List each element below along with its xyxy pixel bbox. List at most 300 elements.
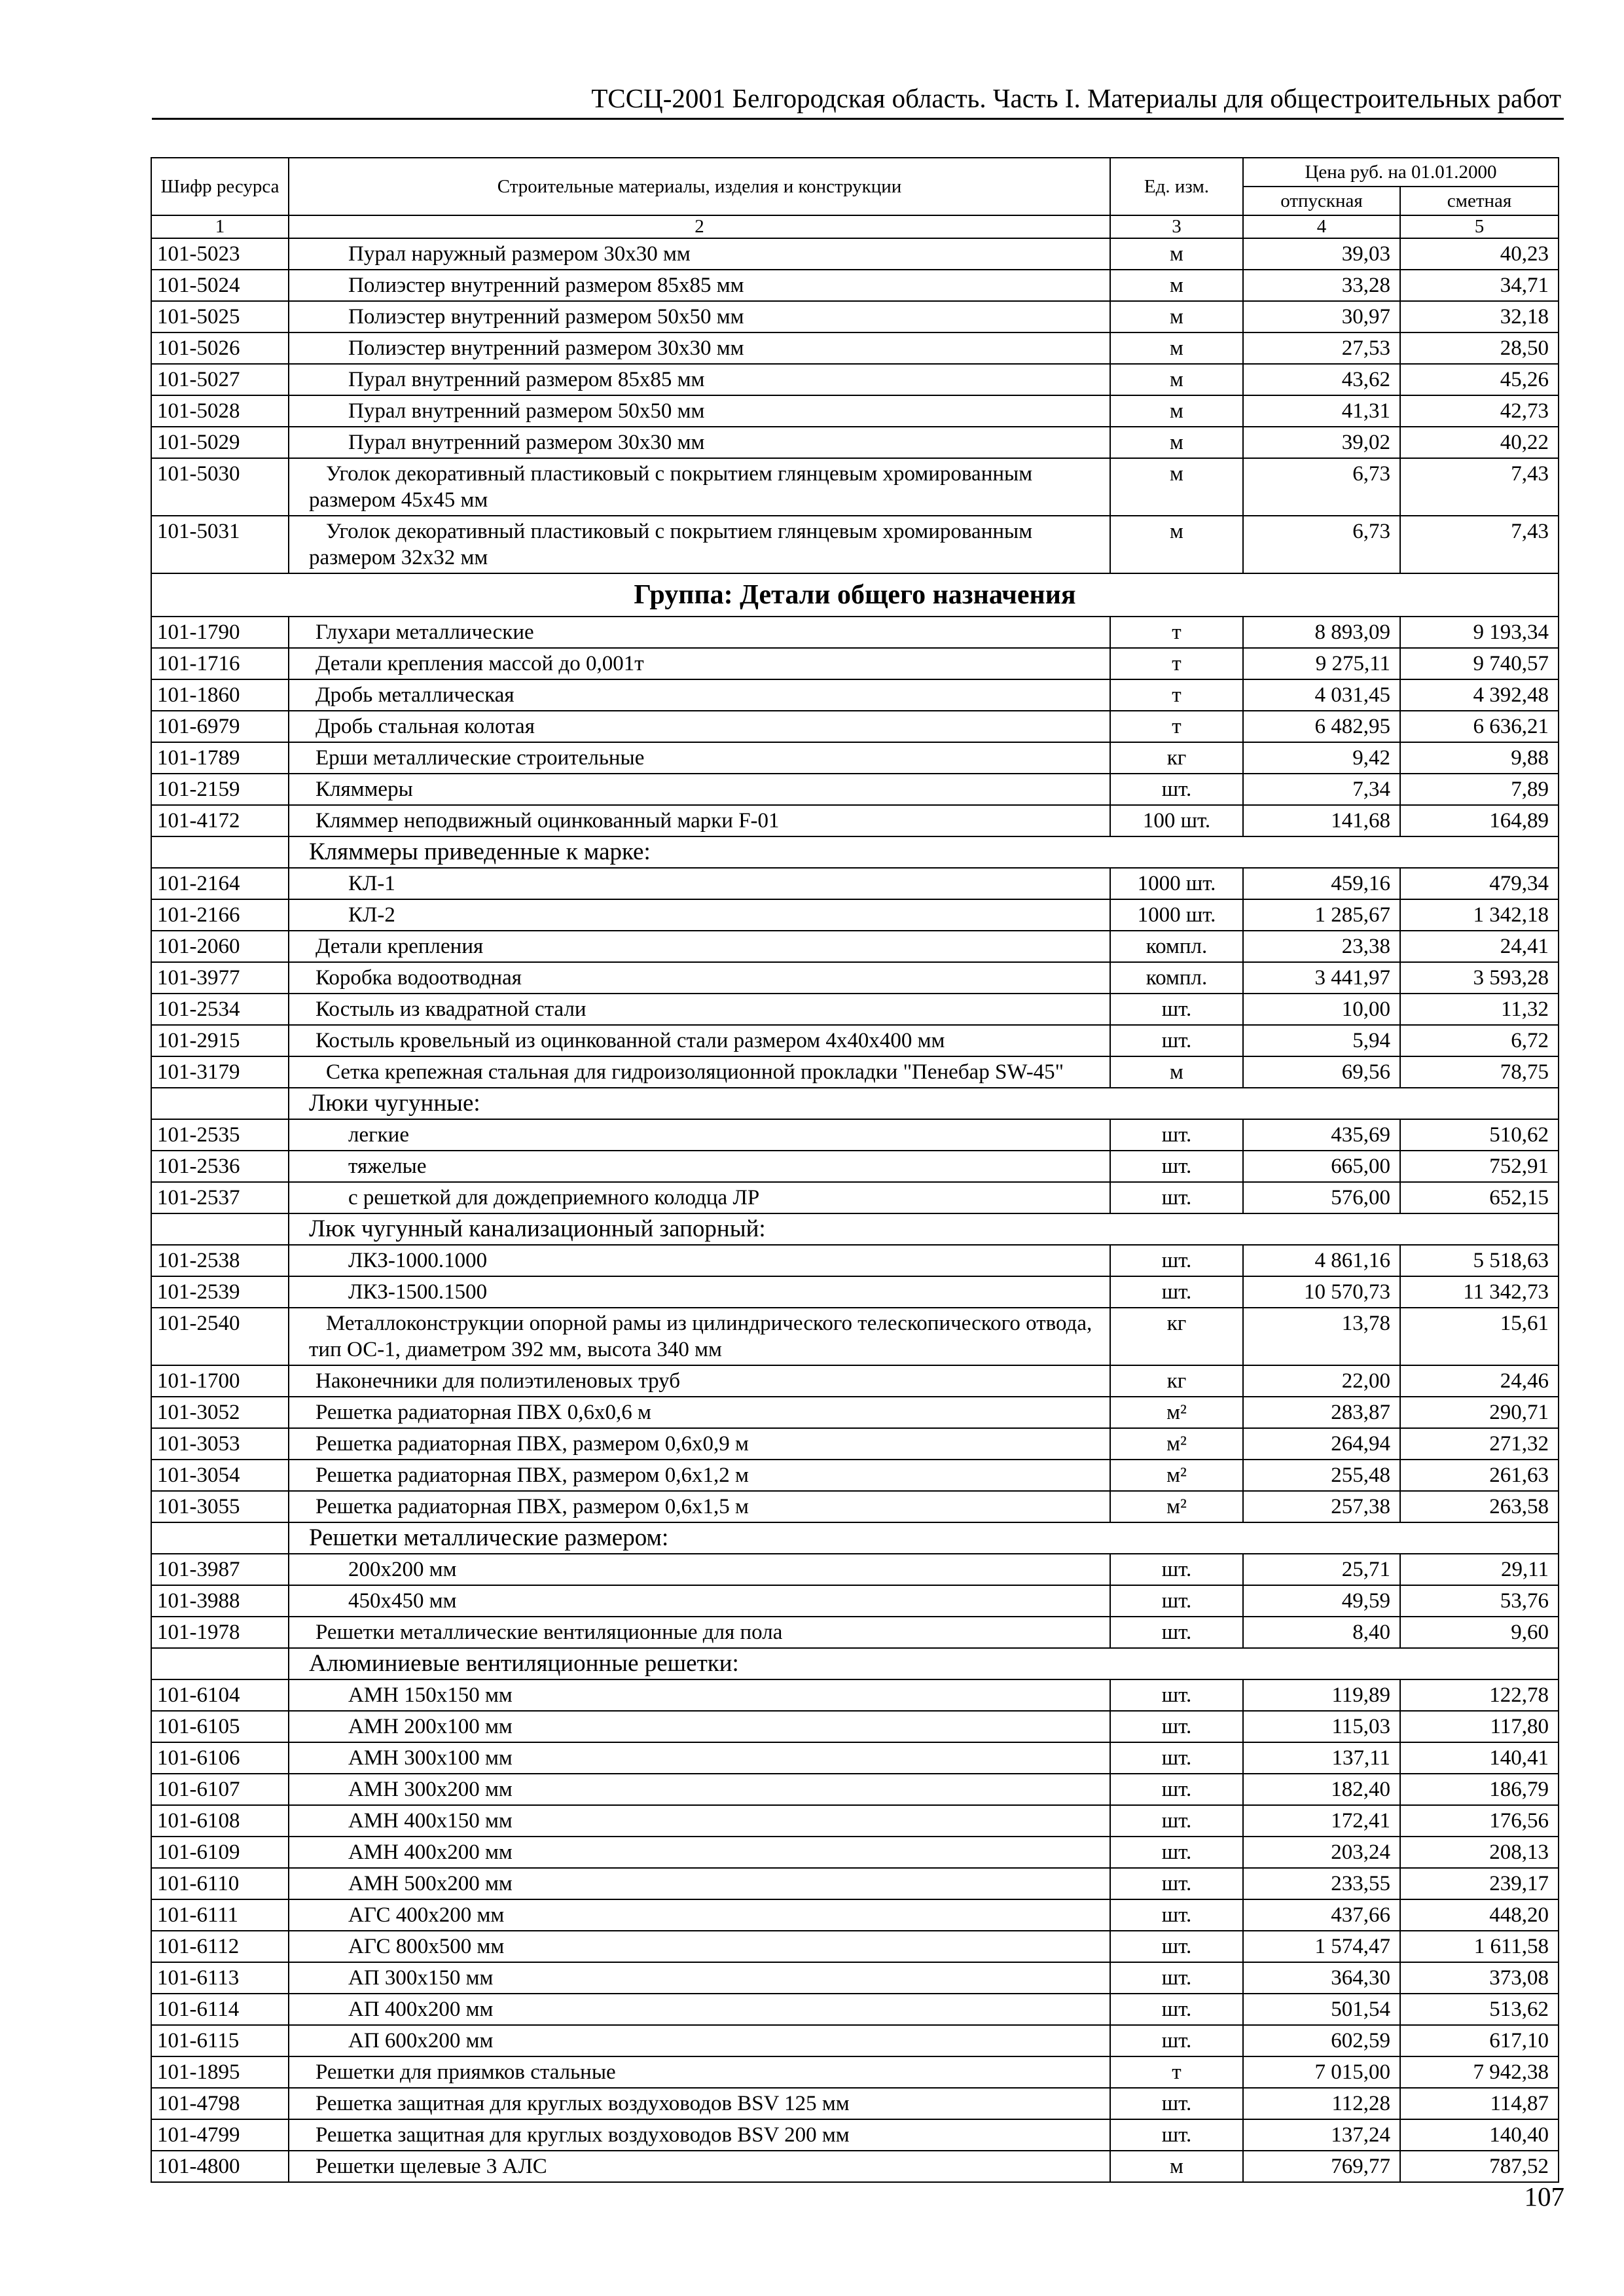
code-cell: 101-2534 xyxy=(151,994,289,1025)
unit-cell: шт. xyxy=(1110,1617,1243,1648)
unit-cell: м² xyxy=(1110,1397,1243,1428)
table-row xyxy=(151,1151,1559,1182)
wholesale-price-cell: 264,94 xyxy=(1243,1428,1400,1460)
unit-cell: шт. xyxy=(1110,1774,1243,1805)
name-cell: Глухари металлические xyxy=(289,617,1110,648)
estimate-price-cell: 7,43 xyxy=(1400,516,1559,573)
wholesale-price-cell: 8 893,09 xyxy=(1243,617,1400,648)
code-cell: 101-6105 xyxy=(151,1711,289,1742)
name-cell: Дробь металлическая xyxy=(289,679,1110,711)
wholesale-price-cell: 23,38 xyxy=(1243,931,1400,962)
wholesale-price-cell: 255,48 xyxy=(1243,1460,1400,1491)
page-number: 107 xyxy=(1524,2181,1564,2212)
wholesale-price-cell: 364,30 xyxy=(1243,1962,1400,1994)
estimate-price-cell: 479,34 xyxy=(1400,868,1559,899)
header-name: Строительные материалы, изделия и конструкции xyxy=(289,158,1110,215)
unit-cell: м xyxy=(1110,395,1243,427)
name-cell: Пурал внутренний размером 50х50 мм xyxy=(289,395,1110,427)
wholesale-price-cell: 437,66 xyxy=(1243,1899,1400,1931)
unit-cell: шт. xyxy=(1110,1119,1243,1151)
estimate-price-cell: 208,13 xyxy=(1400,1837,1559,1868)
unit-cell: 1000 шт. xyxy=(1110,868,1243,899)
code-cell: 101-5029 xyxy=(151,427,289,458)
name-cell: АМН 500х200 мм xyxy=(289,1868,1110,1899)
wholesale-price-cell: 665,00 xyxy=(1243,1151,1400,1182)
wholesale-price-cell: 13,78 xyxy=(1243,1308,1400,1365)
unit-cell: компл. xyxy=(1110,931,1243,962)
table-row xyxy=(151,1056,1559,1088)
estimate-price-cell: 7,43 xyxy=(1400,458,1559,516)
table-row xyxy=(151,742,1559,774)
code-cell: 101-6113 xyxy=(151,1962,289,1994)
column-number: 1 xyxy=(151,215,289,238)
header-price-group: Цена руб. на 01.01.2000 xyxy=(1243,158,1559,187)
name-cell: Решетки металлические вентиляционные для пола xyxy=(289,1617,1110,1648)
name-cell: Решетка радиаторная ПВХ, размером 0,6х1,2 м xyxy=(289,1460,1110,1491)
code-cell: 101-3988 xyxy=(151,1585,289,1617)
header-wholesale: отпускная xyxy=(1243,187,1400,215)
wholesale-price-cell: 257,38 xyxy=(1243,1491,1400,1522)
wholesale-price-cell: 41,31 xyxy=(1243,395,1400,427)
code-cell: 101-2539 xyxy=(151,1276,289,1308)
name-cell: Решетка защитная для круглых воздуховодов BSV 200 мм xyxy=(289,2119,1110,2151)
table-row xyxy=(151,1025,1559,1056)
table-row xyxy=(151,458,1559,516)
code-cell: 101-6115 xyxy=(151,2025,289,2056)
wholesale-price-cell: 283,87 xyxy=(1243,1397,1400,1428)
name-cell: ЛКЗ-1500.1500 xyxy=(289,1276,1110,1308)
table-row xyxy=(151,364,1559,395)
table-row xyxy=(151,805,1559,836)
table-row xyxy=(151,270,1559,301)
page-header-title: ТССЦ-2001 Белгородская область. Часть I. Материалы для общестроительных работ xyxy=(591,83,1561,113)
unit-cell: шт. xyxy=(1110,774,1243,805)
estimate-price-cell: 271,32 xyxy=(1400,1428,1559,1460)
estimate-price-cell: 114,87 xyxy=(1400,2088,1559,2119)
name-cell: Уголок декоративный пластиковый с покрытием глянцевым хромированным размером 32х32 мм xyxy=(289,516,1110,573)
unit-cell: т xyxy=(1110,648,1243,679)
table-row xyxy=(151,1868,1559,1899)
code-cell: 101-5031 xyxy=(151,516,289,573)
table-row xyxy=(151,1742,1559,1774)
wholesale-price-cell: 7 015,00 xyxy=(1243,2056,1400,2088)
column-number: 5 xyxy=(1400,215,1559,238)
code-cell: 101-2538 xyxy=(151,1245,289,1276)
unit-cell: м xyxy=(1110,332,1243,364)
table-row xyxy=(151,1119,1559,1151)
estimate-price-cell: 4 392,48 xyxy=(1400,679,1559,711)
header-code: Шифр ресурса xyxy=(151,158,289,215)
wholesale-price-cell: 4 031,45 xyxy=(1243,679,1400,711)
wholesale-price-cell: 1 285,67 xyxy=(1243,899,1400,931)
name-cell: АП 300х150 мм xyxy=(289,1962,1110,1994)
table-row xyxy=(151,1617,1559,1648)
code-cell: 101-5025 xyxy=(151,301,289,332)
table-row xyxy=(151,395,1559,427)
name-cell: с решеткой для дождеприемного колодца ЛР xyxy=(289,1182,1110,1213)
estimate-price-cell: 510,62 xyxy=(1400,1119,1559,1151)
column-number: 4 xyxy=(1243,215,1400,238)
estimate-price-cell: 34,71 xyxy=(1400,270,1559,301)
code-cell: 101-3977 xyxy=(151,962,289,994)
estimate-price-cell: 7 942,38 xyxy=(1400,2056,1559,2088)
code-cell: 101-1978 xyxy=(151,1617,289,1648)
name-cell: Полиэстер внутренний размером 30х30 мм xyxy=(289,332,1110,364)
table-row xyxy=(151,711,1559,742)
unit-cell: шт. xyxy=(1110,1182,1243,1213)
subheading-row xyxy=(151,1088,1559,1119)
table-row xyxy=(151,301,1559,332)
code-cell: 101-2540 xyxy=(151,1308,289,1365)
code-cell: 101-5030 xyxy=(151,458,289,516)
name-cell: Решетка радиаторная ПВХ, размером 0,6х1,5 м xyxy=(289,1491,1110,1522)
estimate-price-cell: 11 342,73 xyxy=(1400,1276,1559,1308)
estimate-price-cell: 53,76 xyxy=(1400,1585,1559,1617)
wholesale-price-cell: 8,40 xyxy=(1243,1617,1400,1648)
code-cell: 101-2535 xyxy=(151,1119,289,1151)
estimate-price-cell: 290,71 xyxy=(1400,1397,1559,1428)
code-cell: 101-4800 xyxy=(151,2151,289,2182)
subheading-label: Люк чугунный канализационный запорный: xyxy=(289,1213,1559,1245)
column-number: 3 xyxy=(1110,215,1243,238)
unit-cell: шт. xyxy=(1110,2088,1243,2119)
table-row xyxy=(151,1899,1559,1931)
table-row xyxy=(151,962,1559,994)
name-cell: Дробь стальная колотая xyxy=(289,711,1110,742)
name-cell: АП 600х200 мм xyxy=(289,2025,1110,2056)
table-row xyxy=(151,648,1559,679)
estimate-price-cell: 3 593,28 xyxy=(1400,962,1559,994)
wholesale-price-cell: 10 570,73 xyxy=(1243,1276,1400,1308)
table-row xyxy=(151,2119,1559,2151)
estimate-price-cell: 164,89 xyxy=(1400,805,1559,836)
estimate-price-cell: 186,79 xyxy=(1400,1774,1559,1805)
table-row xyxy=(151,1994,1559,2025)
code-cell: 101-3053 xyxy=(151,1428,289,1460)
code-cell: 101-2537 xyxy=(151,1182,289,1213)
table-row xyxy=(151,2025,1559,2056)
name-cell: КЛ-2 xyxy=(289,899,1110,931)
table-row xyxy=(151,1679,1559,1711)
estimate-price-cell: 42,73 xyxy=(1400,395,1559,427)
estimate-price-cell: 9 740,57 xyxy=(1400,648,1559,679)
name-cell: Костыль из квадратной стали xyxy=(289,994,1110,1025)
wholesale-price-cell: 119,89 xyxy=(1243,1679,1400,1711)
estimate-price-cell: 1 342,18 xyxy=(1400,899,1559,931)
code-cell: 101-1716 xyxy=(151,648,289,679)
code-cell: 101-2060 xyxy=(151,931,289,962)
estimate-price-cell: 6 636,21 xyxy=(1400,711,1559,742)
estimate-price-cell: 29,11 xyxy=(1400,1554,1559,1585)
header-unit: Ед. изм. xyxy=(1110,158,1243,215)
unit-cell: м xyxy=(1110,516,1243,573)
wholesale-price-cell: 115,03 xyxy=(1243,1711,1400,1742)
unit-cell: шт. xyxy=(1110,1931,1243,1962)
subheading-row xyxy=(151,1213,1559,1245)
unit-cell: шт. xyxy=(1110,1711,1243,1742)
unit-cell: м xyxy=(1110,238,1243,270)
estimate-price-cell: 448,20 xyxy=(1400,1899,1559,1931)
header-rule xyxy=(152,118,1564,120)
unit-cell: шт. xyxy=(1110,1025,1243,1056)
table-row xyxy=(151,2056,1559,2088)
unit-cell: м² xyxy=(1110,1428,1243,1460)
estimate-price-cell: 652,15 xyxy=(1400,1182,1559,1213)
wholesale-price-cell: 203,24 xyxy=(1243,1837,1400,1868)
name-cell: АМН 400х200 мм xyxy=(289,1837,1110,1868)
unit-cell: 100 шт. xyxy=(1110,805,1243,836)
name-cell: Костыль кровельный из оцинкованной стали размером 4х40х400 мм xyxy=(289,1025,1110,1056)
estimate-price-cell: 15,61 xyxy=(1400,1308,1559,1365)
name-cell: тяжелые xyxy=(289,1151,1110,1182)
table-row xyxy=(151,1711,1559,1742)
estimate-price-cell: 373,08 xyxy=(1400,1962,1559,1994)
name-cell: Полиэстер внутренний размером 85х85 мм xyxy=(289,270,1110,301)
name-cell: АМН 300х100 мм xyxy=(289,1742,1110,1774)
wholesale-price-cell: 7,34 xyxy=(1243,774,1400,805)
name-cell: ЛКЗ-1000.1000 xyxy=(289,1245,1110,1276)
name-cell: 450х450 мм xyxy=(289,1585,1110,1617)
estimate-price-cell: 122,78 xyxy=(1400,1679,1559,1711)
code-cell: 101-3179 xyxy=(151,1056,289,1088)
table-row xyxy=(151,1774,1559,1805)
unit-cell: шт. xyxy=(1110,1276,1243,1308)
wholesale-price-cell: 182,40 xyxy=(1243,1774,1400,1805)
name-cell: Решетки щелевые 3 АЛС xyxy=(289,2151,1110,2182)
subheading-row xyxy=(151,836,1559,868)
wholesale-price-cell: 602,59 xyxy=(1243,2025,1400,2056)
estimate-price-cell: 9,60 xyxy=(1400,1617,1559,1648)
wholesale-price-cell: 9 275,11 xyxy=(1243,648,1400,679)
unit-cell: т xyxy=(1110,2056,1243,2088)
wholesale-price-cell: 141,68 xyxy=(1243,805,1400,836)
name-cell: Пурал внутренний размером 30х30 мм xyxy=(289,427,1110,458)
subheading-label: Алюминиевые вентиляционные решетки: xyxy=(289,1648,1559,1679)
unit-cell: т xyxy=(1110,711,1243,742)
estimate-price-cell: 9 193,34 xyxy=(1400,617,1559,648)
unit-cell: м xyxy=(1110,270,1243,301)
table-row xyxy=(151,1276,1559,1308)
table-row xyxy=(151,899,1559,931)
unit-cell: шт. xyxy=(1110,1245,1243,1276)
name-cell: Полиэстер внутренний размером 50х50 мм xyxy=(289,301,1110,332)
code-cell: 101-5024 xyxy=(151,270,289,301)
code-cell-empty xyxy=(151,1213,289,1245)
wholesale-price-cell: 25,71 xyxy=(1243,1554,1400,1585)
name-cell: Кляммер неподвижный оцинкованный марки F-01 xyxy=(289,805,1110,836)
code-cell: 101-1895 xyxy=(151,2056,289,2088)
name-cell: 200х200 мм xyxy=(289,1554,1110,1585)
estimate-price-cell: 45,26 xyxy=(1400,364,1559,395)
name-cell: АМН 150х150 мм xyxy=(289,1679,1110,1711)
wholesale-price-cell: 39,03 xyxy=(1243,238,1400,270)
wholesale-price-cell: 137,11 xyxy=(1243,1742,1400,1774)
wholesale-price-cell: 4 861,16 xyxy=(1243,1245,1400,1276)
unit-cell: кг xyxy=(1110,742,1243,774)
wholesale-price-cell: 9,42 xyxy=(1243,742,1400,774)
name-cell: АМН 300х200 мм xyxy=(289,1774,1110,1805)
estimate-price-cell: 6,72 xyxy=(1400,1025,1559,1056)
group-heading: Группа: Детали общего назначения xyxy=(151,573,1559,617)
unit-cell: кг xyxy=(1110,1365,1243,1397)
name-cell: АГС 800х500 мм xyxy=(289,1931,1110,1962)
code-cell: 101-6107 xyxy=(151,1774,289,1805)
name-cell: Сетка крепежная стальная для гидроизоляционной прокладки "Пенебар SW-45" xyxy=(289,1056,1110,1088)
name-cell: Металлоконструкции опорной рамы из цилиндрического телескопического отвода, тип ОС-1, диаметром 392 мм, высота 340 мм xyxy=(289,1308,1110,1365)
code-cell-empty xyxy=(151,836,289,868)
table-row xyxy=(151,427,1559,458)
unit-cell: м xyxy=(1110,301,1243,332)
name-cell: Уголок декоративный пластиковый с покрытием глянцевым хромированным размером 45х45 мм xyxy=(289,458,1110,516)
unit-cell: т xyxy=(1110,617,1243,648)
estimate-price-cell: 261,63 xyxy=(1400,1460,1559,1491)
table-row xyxy=(151,516,1559,573)
wholesale-price-cell: 112,28 xyxy=(1243,2088,1400,2119)
code-cell: 101-3052 xyxy=(151,1397,289,1428)
name-cell: Решетка радиаторная ПВХ, размером 0,6х0,9 м xyxy=(289,1428,1110,1460)
unit-cell: шт. xyxy=(1110,1837,1243,1868)
estimate-price-cell: 140,40 xyxy=(1400,2119,1559,2151)
estimate-price-cell: 787,52 xyxy=(1400,2151,1559,2182)
wholesale-price-cell: 769,77 xyxy=(1243,2151,1400,2182)
code-cell: 101-6114 xyxy=(151,1994,289,2025)
group-heading-row xyxy=(151,573,1559,617)
price-table-body xyxy=(151,158,1559,2182)
column-numbers-row xyxy=(151,215,1559,238)
table-row xyxy=(151,1308,1559,1365)
unit-cell: шт. xyxy=(1110,1994,1243,2025)
table-row xyxy=(151,1428,1559,1460)
table-row xyxy=(151,238,1559,270)
estimate-price-cell: 28,50 xyxy=(1400,332,1559,364)
subheading-row xyxy=(151,1648,1559,1679)
code-cell-empty xyxy=(151,1088,289,1119)
estimate-price-cell: 117,80 xyxy=(1400,1711,1559,1742)
table-row xyxy=(151,1931,1559,1962)
wholesale-price-cell: 49,59 xyxy=(1243,1585,1400,1617)
table-row xyxy=(151,1182,1559,1213)
name-cell: Наконечники для полиэтиленовых труб xyxy=(289,1365,1110,1397)
table-row xyxy=(151,679,1559,711)
table-row xyxy=(151,1245,1559,1276)
name-cell: КЛ-1 xyxy=(289,868,1110,899)
subheading-row xyxy=(151,1522,1559,1554)
unit-cell: шт. xyxy=(1110,1585,1243,1617)
code-cell: 101-3055 xyxy=(151,1491,289,1522)
unit-cell: шт. xyxy=(1110,1962,1243,1994)
table-row xyxy=(151,1365,1559,1397)
wholesale-price-cell: 30,97 xyxy=(1243,301,1400,332)
price-table xyxy=(151,157,1559,2183)
code-cell: 101-3987 xyxy=(151,1554,289,1585)
table-row xyxy=(151,774,1559,805)
wholesale-price-cell: 6,73 xyxy=(1243,516,1400,573)
unit-cell: кг xyxy=(1110,1308,1243,1365)
unit-cell: м xyxy=(1110,427,1243,458)
unit-cell: шт. xyxy=(1110,1899,1243,1931)
unit-cell: м xyxy=(1110,364,1243,395)
unit-cell: 1000 шт. xyxy=(1110,899,1243,931)
code-cell: 101-5028 xyxy=(151,395,289,427)
code-cell: 101-4798 xyxy=(151,2088,289,2119)
wholesale-price-cell: 10,00 xyxy=(1243,994,1400,1025)
unit-cell: м² xyxy=(1110,1460,1243,1491)
estimate-price-cell: 78,75 xyxy=(1400,1056,1559,1088)
name-cell: легкие xyxy=(289,1119,1110,1151)
table-row xyxy=(151,332,1559,364)
code-cell: 101-2915 xyxy=(151,1025,289,1056)
code-cell: 101-5027 xyxy=(151,364,289,395)
name-cell: Детали крепления xyxy=(289,931,1110,962)
estimate-price-cell: 513,62 xyxy=(1400,1994,1559,2025)
table-row xyxy=(151,2088,1559,2119)
estimate-price-cell: 24,41 xyxy=(1400,931,1559,962)
table-row xyxy=(151,931,1559,962)
wholesale-price-cell: 435,69 xyxy=(1243,1119,1400,1151)
table-row xyxy=(151,617,1559,648)
code-cell: 101-4172 xyxy=(151,805,289,836)
estimate-price-cell: 9,88 xyxy=(1400,742,1559,774)
estimate-price-cell: 140,41 xyxy=(1400,1742,1559,1774)
estimate-price-cell: 7,89 xyxy=(1400,774,1559,805)
estimate-price-cell: 11,32 xyxy=(1400,994,1559,1025)
wholesale-price-cell: 22,00 xyxy=(1243,1365,1400,1397)
table-row xyxy=(151,1962,1559,1994)
code-cell: 101-2164 xyxy=(151,868,289,899)
code-cell: 101-6104 xyxy=(151,1679,289,1711)
code-cell: 101-2166 xyxy=(151,899,289,931)
table-row xyxy=(151,1585,1559,1617)
code-cell: 101-2536 xyxy=(151,1151,289,1182)
unit-cell: т xyxy=(1110,679,1243,711)
name-cell: Решетка защитная для круглых воздуховодов BSV 125 мм xyxy=(289,2088,1110,2119)
unit-cell: шт. xyxy=(1110,2119,1243,2151)
estimate-price-cell: 1 611,58 xyxy=(1400,1931,1559,1962)
code-cell: 101-6109 xyxy=(151,1837,289,1868)
wholesale-price-cell: 43,62 xyxy=(1243,364,1400,395)
unit-cell: шт. xyxy=(1110,1679,1243,1711)
table-row xyxy=(151,1460,1559,1491)
code-cell: 101-6979 xyxy=(151,711,289,742)
code-cell: 101-6112 xyxy=(151,1931,289,1962)
wholesale-price-cell: 172,41 xyxy=(1243,1805,1400,1837)
name-cell: АП 400х200 мм xyxy=(289,1994,1110,2025)
wholesale-price-cell: 1 574,47 xyxy=(1243,1931,1400,1962)
name-cell: Пурал наружный размером 30х30 мм xyxy=(289,238,1110,270)
estimate-price-cell: 24,46 xyxy=(1400,1365,1559,1397)
subheading-label: Люки чугунные: xyxy=(289,1088,1559,1119)
code-cell-empty xyxy=(151,1648,289,1679)
estimate-price-cell: 752,91 xyxy=(1400,1151,1559,1182)
wholesale-price-cell: 5,94 xyxy=(1243,1025,1400,1056)
wholesale-price-cell: 33,28 xyxy=(1243,270,1400,301)
table-row xyxy=(151,868,1559,899)
subheading-label: Кляммеры приведенные к марке: xyxy=(289,836,1559,868)
table-row xyxy=(151,994,1559,1025)
wholesale-price-cell: 69,56 xyxy=(1243,1056,1400,1088)
column-number: 2 xyxy=(289,215,1110,238)
table-row xyxy=(151,1837,1559,1868)
name-cell: АМН 200х100 мм xyxy=(289,1711,1110,1742)
header-row-1 xyxy=(151,158,1559,187)
wholesale-price-cell: 233,55 xyxy=(1243,1868,1400,1899)
estimate-price-cell: 263,58 xyxy=(1400,1491,1559,1522)
name-cell: Кляммеры xyxy=(289,774,1110,805)
wholesale-price-cell: 6 482,95 xyxy=(1243,711,1400,742)
wholesale-price-cell: 27,53 xyxy=(1243,332,1400,364)
code-cell: 101-6106 xyxy=(151,1742,289,1774)
unit-cell: м xyxy=(1110,2151,1243,2182)
